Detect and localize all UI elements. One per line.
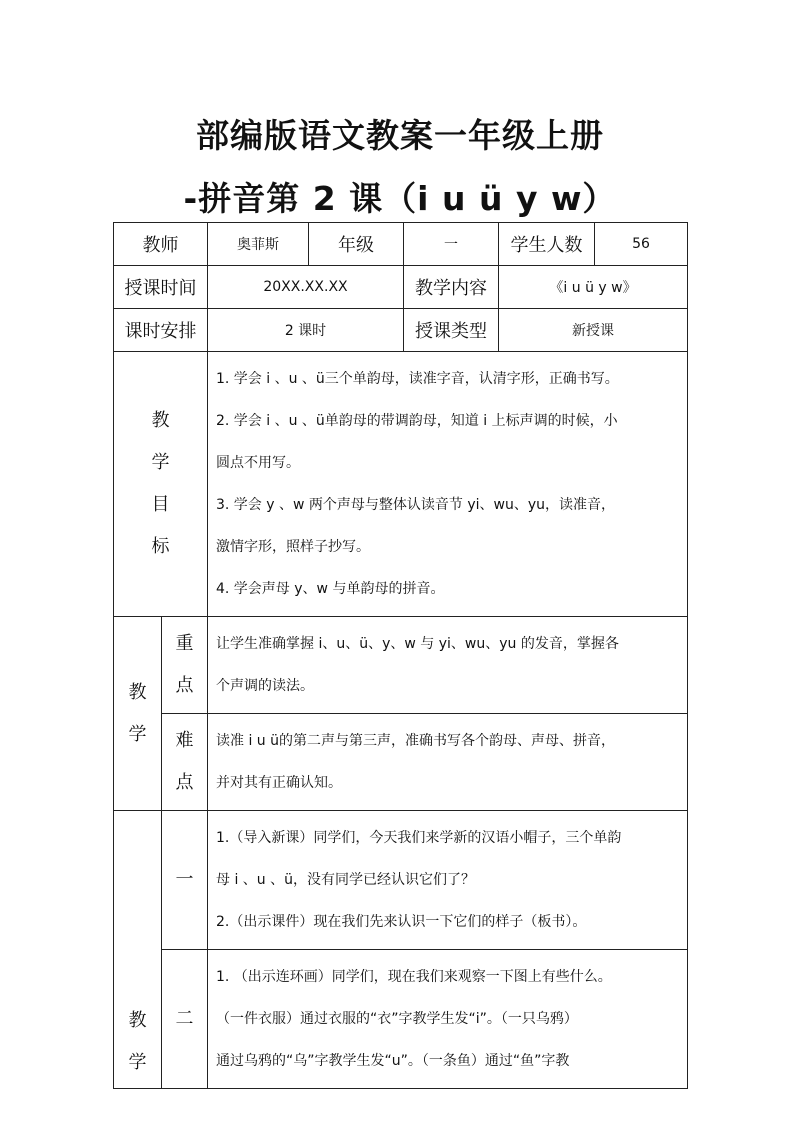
teacher-value: 奥菲斯 xyxy=(208,223,309,266)
step1-content xyxy=(208,811,688,950)
time-label: 授课时间 xyxy=(114,266,208,309)
content-value: 《i u ü y w》 xyxy=(499,266,688,309)
lesson-plan-table xyxy=(113,222,688,1089)
focus-outer-char: 学 xyxy=(128,723,147,745)
goals-content xyxy=(208,352,688,617)
focus-outer-label xyxy=(114,617,162,811)
process-outer-char: 学 xyxy=(128,1052,147,1073)
time-value: 20XX.XX.XX xyxy=(208,266,404,309)
difficulty-char: 难 xyxy=(175,730,194,751)
grade-label: 年级 xyxy=(309,223,404,266)
step1-line: 1.（导入新课）同学们，今天我们来学新的汉语小帽子，三个单韵 xyxy=(216,830,622,846)
goals-line: 3. 学会 y 、w 两个声母与整体认读音节 yi、wu、yu，读准音， xyxy=(216,497,615,513)
doc-title-line2: -拼音第 2 课（i u ü y w） xyxy=(183,179,617,218)
difficulty-line: 并对其有正确认知。 xyxy=(216,775,342,791)
teacher-label: 教师 xyxy=(114,223,208,266)
goals-label-char: 目 xyxy=(151,494,170,515)
key-point-char: 点 xyxy=(175,675,194,696)
key-point-char: 重 xyxy=(175,633,194,654)
step1-label: 一 xyxy=(162,811,208,950)
goals-line: 圆点不用写。 xyxy=(216,455,300,471)
goals-line: 激情字形，照样子抄写。 xyxy=(216,539,370,555)
hours-value: 2 课时 xyxy=(208,309,404,352)
key-point-label xyxy=(162,617,208,714)
type-value: 新授课 xyxy=(499,309,688,352)
difficulty-line: 读准 i u ü的第二声与第三声，准确书写各个韵母、声母、拼音， xyxy=(216,733,615,749)
key-point-content xyxy=(208,617,688,714)
step1-line: 母 i 、u 、ü，没有同学已经认识它们了？ xyxy=(216,872,475,888)
type-label: 授课类型 xyxy=(404,309,499,352)
goals-line: 4. 学会声母 y、w 与单韵母的拼音。 xyxy=(216,581,445,597)
step1-line: 2.（出示课件）现在我们先来认识一下它们的样子（板书）。 xyxy=(216,914,587,930)
step2-line: （一件衣服）通过衣服的“衣”字教学生发“i”。（一只乌鸦） xyxy=(216,1011,578,1027)
hours-label: 课时安排 xyxy=(114,309,208,352)
goals-label xyxy=(114,352,208,617)
students-value: 56 xyxy=(595,223,688,266)
process-outer-char: 教 xyxy=(128,1010,147,1031)
key-point-line: 让学生准确掌握 i、u、ü、y、w 与 yi、wu、yu 的发音，掌握各 xyxy=(216,636,619,652)
step2-line: 1. （出示连环画）同学们，现在我们来观察一下图上有些什么。 xyxy=(216,969,612,985)
doc-title-line1: 部编版语文教案一年级上册 xyxy=(196,116,604,155)
process-outer-label xyxy=(114,811,162,1089)
step2-line: 通过乌鸦的“乌”字教学生发“u”。（一条鱼）通过“鱼”字教 xyxy=(216,1053,570,1069)
goals-label-char: 标 xyxy=(151,536,170,557)
goals-label-char: 学 xyxy=(151,452,170,473)
content-label: 教学内容 xyxy=(404,266,499,309)
step2-content xyxy=(208,950,688,1089)
focus-outer-char: 教 xyxy=(128,681,147,703)
goals-line: 1. 学会 i 、u 、ü三个单韵母，读准字音，认清字形，正确书写。 xyxy=(216,371,619,387)
goals-label-char: 教 xyxy=(151,410,170,431)
grade-value: 一 xyxy=(404,223,499,266)
step2-label: 二 xyxy=(162,950,208,1089)
students-label: 学生人数 xyxy=(499,223,595,266)
key-point-line: 个声调的读法。 xyxy=(216,678,314,694)
difficulty-label xyxy=(162,714,208,811)
difficulty-content xyxy=(208,714,688,811)
goals-line: 2. 学会 i 、u 、ü单韵母的带调韵母，知道 i 上标声调的时候，小 xyxy=(216,413,618,429)
difficulty-char: 点 xyxy=(175,772,194,793)
